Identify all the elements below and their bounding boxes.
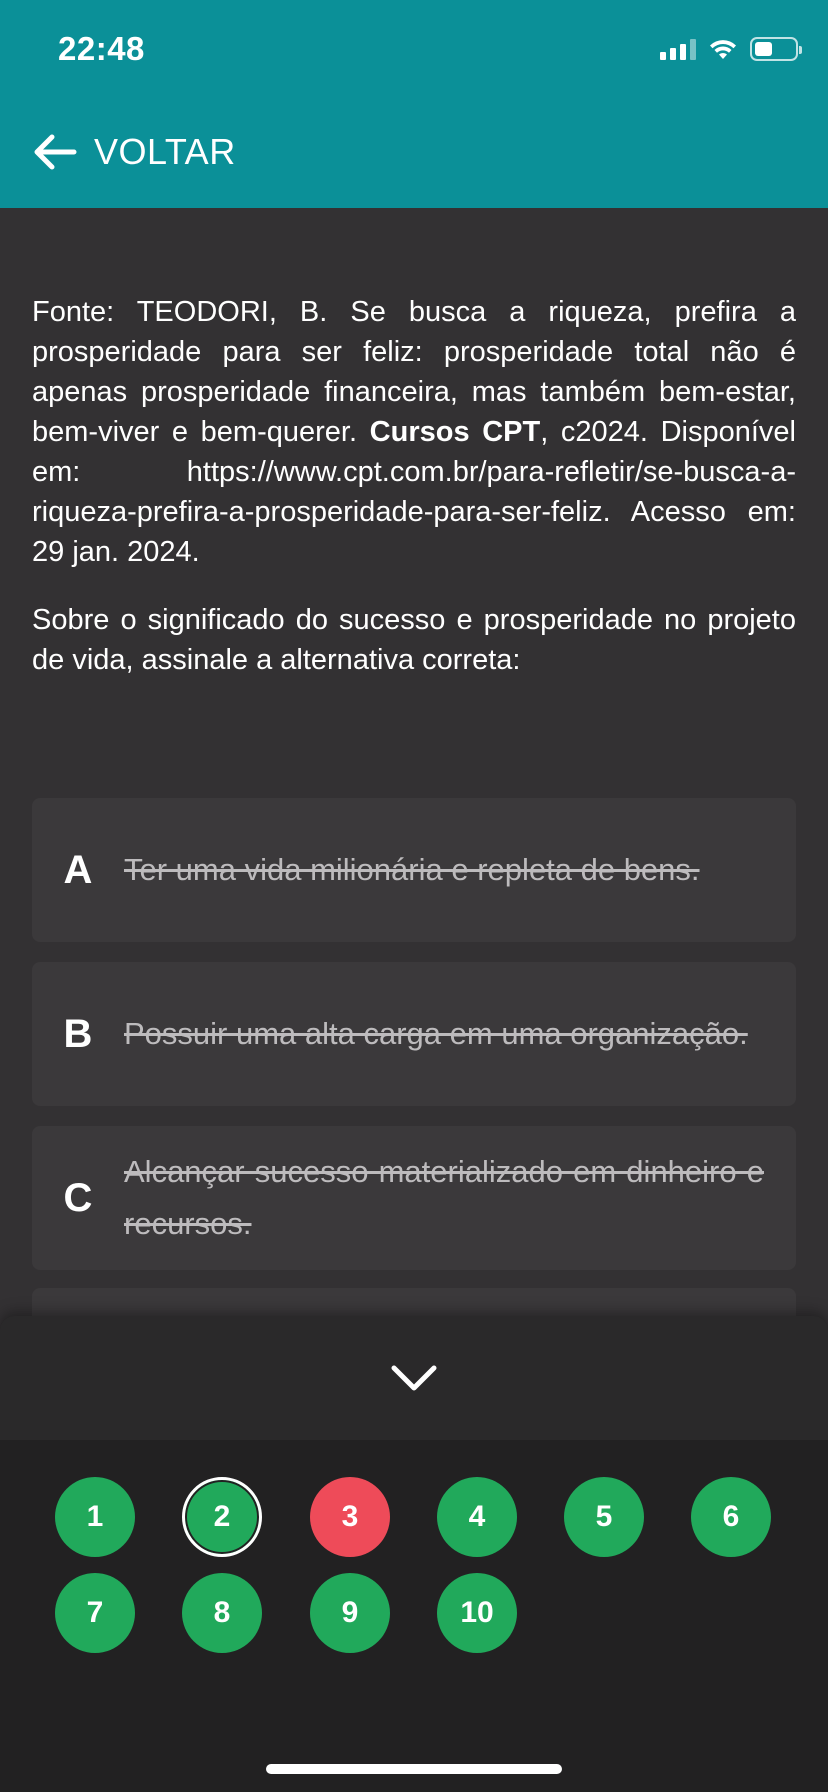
question-navigator [0, 1316, 828, 1792]
option-a[interactable] [32, 798, 796, 942]
option-b[interactable] [32, 962, 796, 1106]
status-time: 22:48 [58, 30, 145, 67]
cellular-signal-icon [660, 38, 696, 60]
chevron-down-icon [390, 1363, 438, 1393]
source-text-end: , c2024. Disponível em: https://www.cpt.com.br/para-refletir/se-busca-a-riqueza-prefira-a-prosperidade-para-ser-feliz. Acesso em: 29 jan. 2024. [32, 416, 796, 568]
source-text-start: Fonte: TEODORI, B. Se busca a riqueza, prefira a prosperidade para ser feliz: prosperidade total não é apenas prosperidade financeira, mas também bem-estar, bem-viver e bem-querer. [32, 296, 796, 448]
question-nav-button[interactable]: 1 [55, 1477, 135, 1557]
option-letter: C [63, 1175, 93, 1220]
question-nav-button[interactable]: 9 [310, 1573, 390, 1653]
option-letter: A [63, 847, 93, 892]
arrow-left-icon [30, 128, 78, 176]
question-content [32, 292, 796, 680]
question-nav-button-current[interactable]: 2 [182, 1477, 262, 1557]
source-bold-title: Cursos CPT [369, 416, 541, 448]
question-nav-button[interactable]: 6 [691, 1477, 771, 1557]
source-citation [32, 292, 796, 572]
question-nav-button[interactable]: 8 [182, 1573, 262, 1653]
question-nav-button[interactable]: 4 [437, 1477, 517, 1557]
option-letter: B [63, 1011, 93, 1056]
collapse-panel-button[interactable] [0, 1316, 828, 1440]
back-label: VOLTAR [94, 131, 236, 172]
home-indicator [266, 1764, 562, 1774]
option-text: Alcançar sucesso materializado em dinheiro e recursos. [124, 1154, 764, 1241]
option-text: Possuir uma alta carga em uma organização. [124, 1016, 748, 1051]
option-text: Ter uma vida milionária e repleta de bens. [124, 852, 700, 887]
question-nav-button[interactable]: 7 [55, 1573, 135, 1653]
question-nav-button[interactable]: 10 [437, 1573, 517, 1653]
question-nav-button[interactable]: 5 [564, 1477, 644, 1557]
question-nav-button[interactable]: 3 [310, 1477, 390, 1557]
option-c[interactable] [32, 1126, 796, 1270]
back-button[interactable] [30, 124, 236, 180]
wifi-icon [708, 37, 738, 61]
app-header [0, 0, 828, 208]
battery-icon [750, 37, 798, 61]
question-text: Sobre o significado do sucesso e prosperidade no projeto de vida, assinale a alternativa correta: [32, 604, 796, 676]
status-icons [660, 34, 798, 64]
